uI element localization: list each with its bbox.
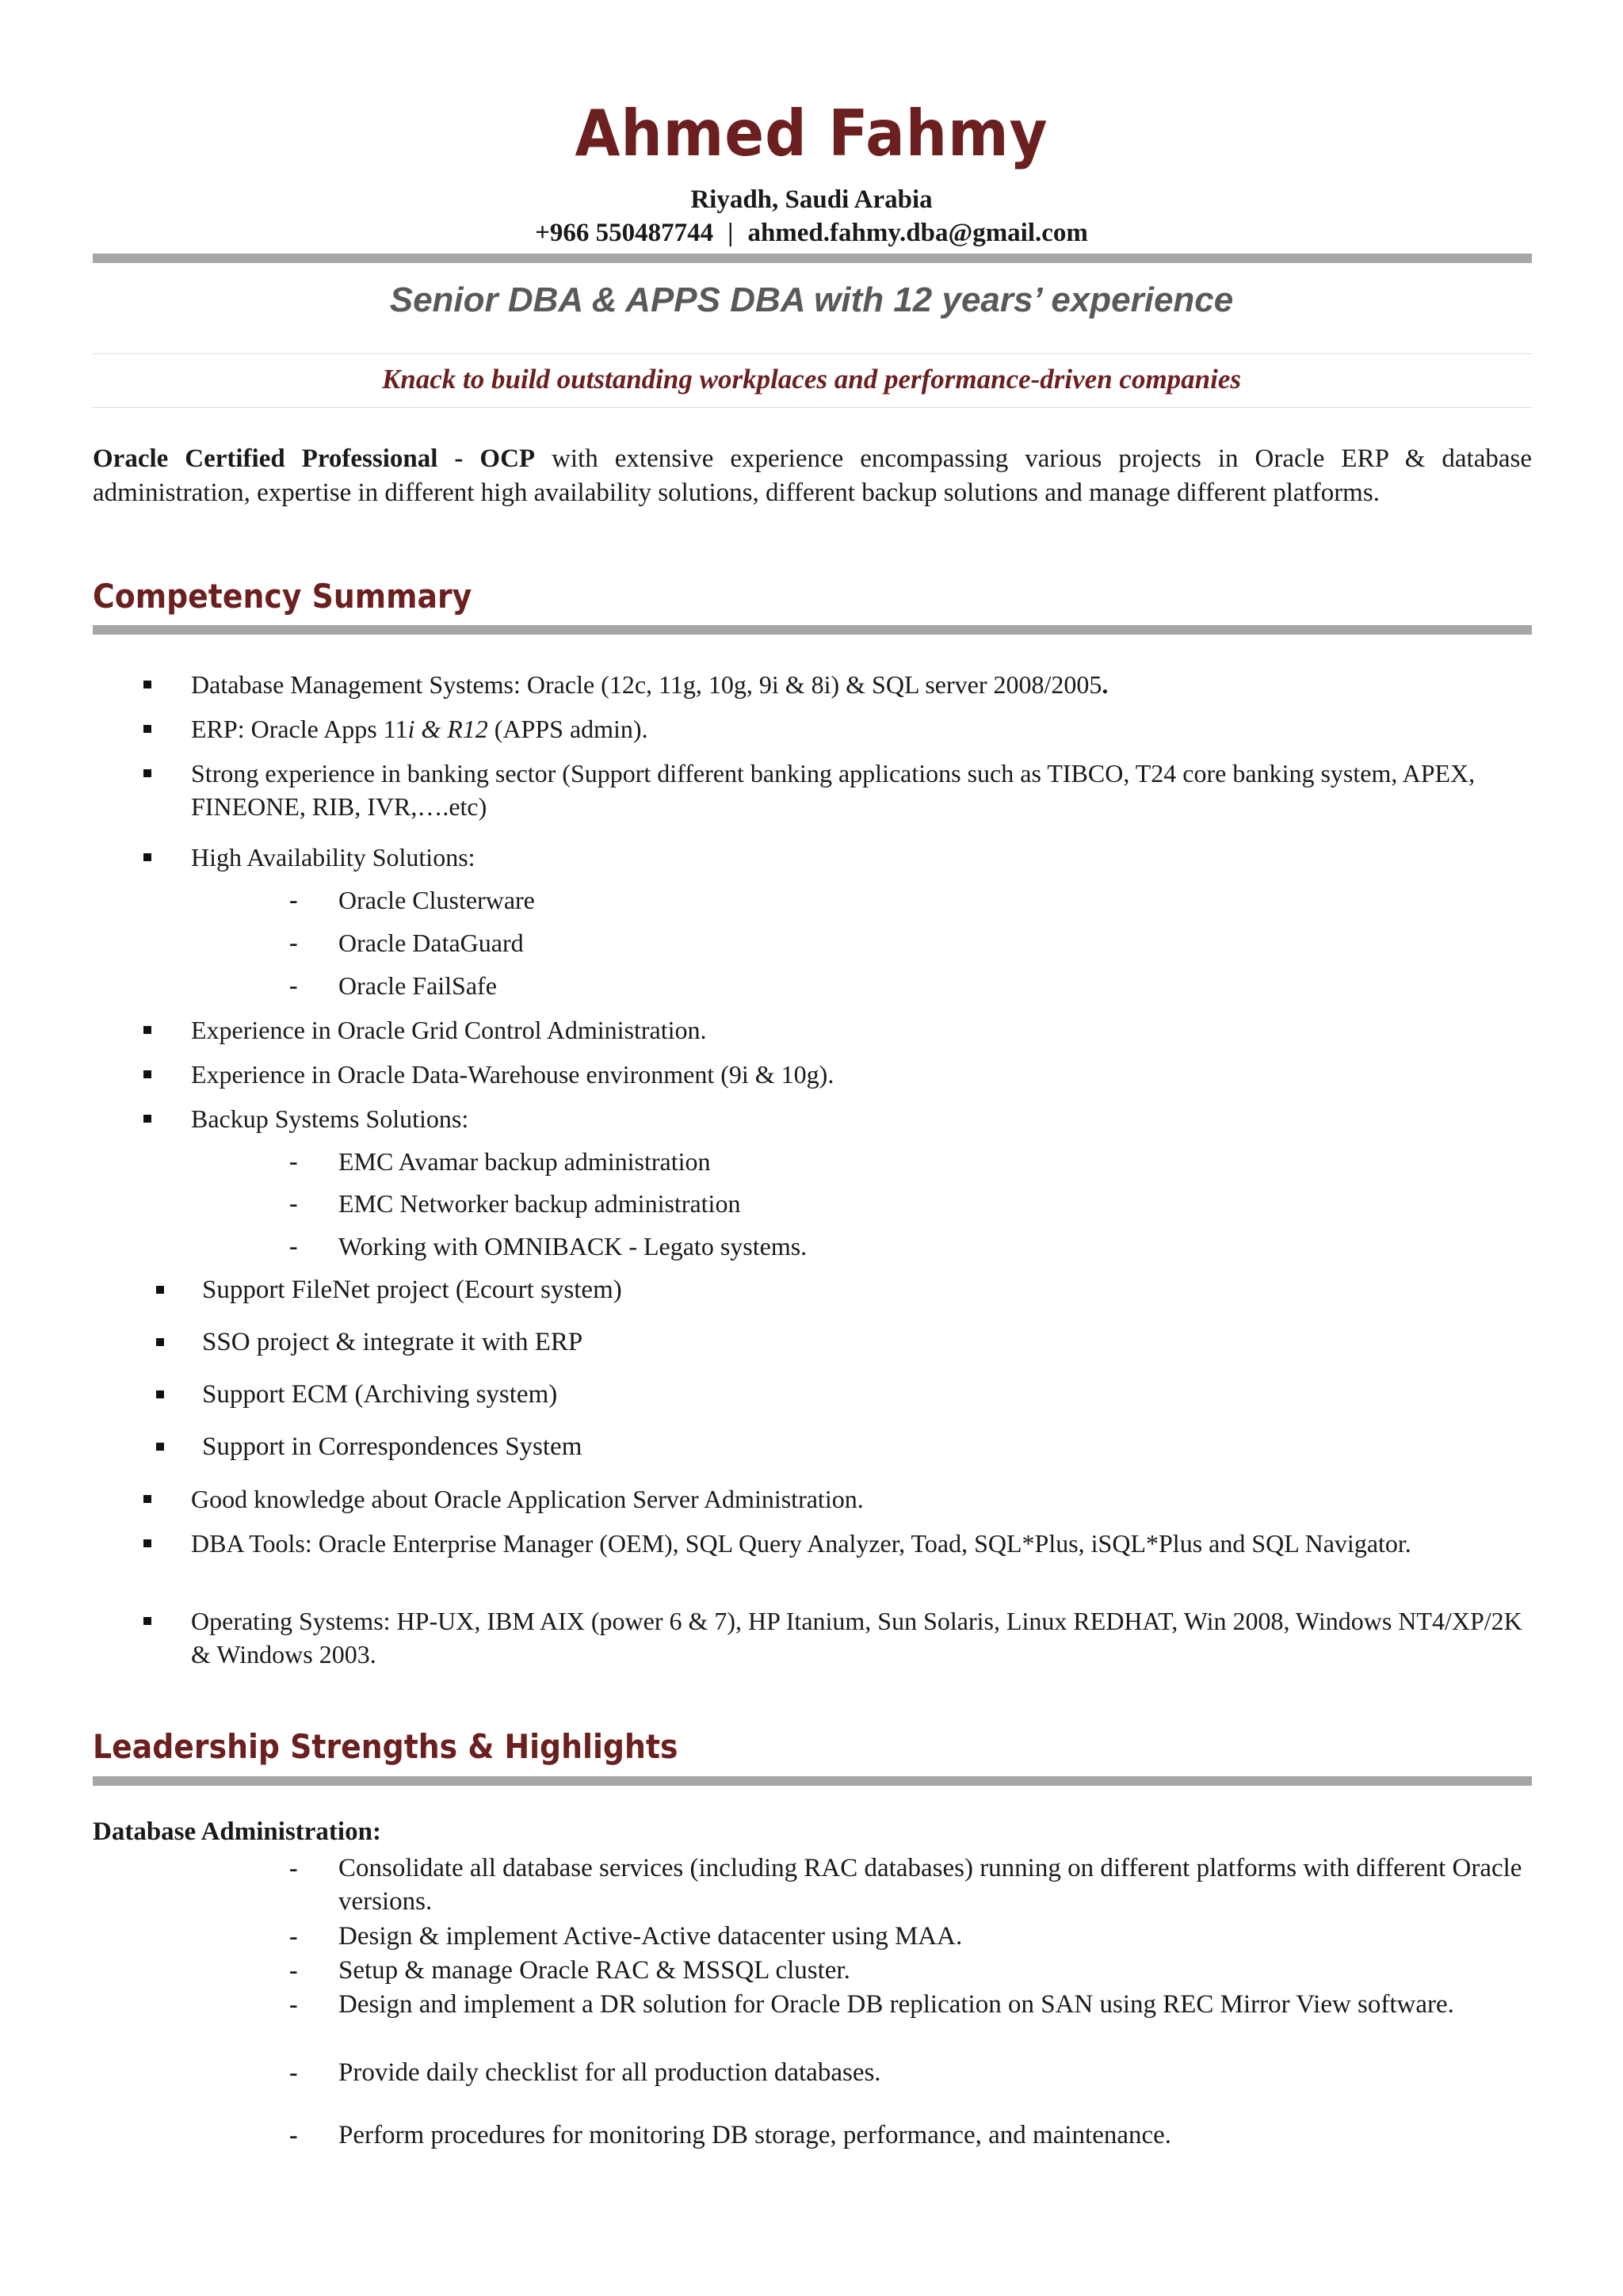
tagline-rule-bottom [93,407,1532,408]
dash-icon: - [289,928,298,956]
sub-list-item: Oracle Clusterware [338,886,535,914]
bullet-icon [143,1115,151,1123]
profile-summary [93,442,1532,510]
dash-icon: - [289,1231,298,1260]
summary-text: with extensive experience encompassing various projects in Oracle ERP & database administration, expertise in different high availability solutions, different backup solutions and manage different platforms. [93,444,1532,507]
list-item: SSO project & integrate it with ERP [202,1328,583,1356]
phone: +966 550487744 [535,219,714,247]
dash-icon: - [289,2058,298,2086]
highlight-item: Setup & manage Oracle RAC & MSSQL cluster. [338,1956,850,1985]
email-link[interactable]: ahmed.fahmy.dba@gmail.com [747,219,1088,247]
list-item: Backup Systems Solutions: [191,1104,469,1133]
dash-icon: - [289,1188,298,1217]
sub-list-item: Oracle DataGuard [338,929,524,957]
location: Riyadh, Saudi Arabia [690,185,933,214]
list-item: ERP: Oracle Apps 11i & R12 (APPS admin). [191,715,648,743]
list-item: Database Management Systems: Oracle (12c, 11g, 10g, 9i & 8i) & SQL server 2008/2005. [191,670,1109,699]
list-item: DBA Tools: Oracle Enterprise Manager (OEM), SQL Query Analyzer, Toad, SQL*Plus, iSQL*Plus and SQL Navigator. [191,1529,1411,1558]
tagline-rule-top [93,353,1532,354]
dash-icon: - [289,1853,298,1882]
highlight-item: Provide daily checklist for all production databases. [338,2058,881,2087]
sub-list-item: EMC Avamar backup administration [338,1147,711,1176]
dash-icon: - [289,1989,298,2018]
list-item: Strong experience in banking sector (Support different banking applications such as TIBCO, T24 core banking system, APEX, FINEONE, RIB, IVR,….etc) [191,759,1476,821]
bullet-icon [156,1390,164,1398]
dash-icon: - [289,885,298,913]
list-item: Operating Systems: HP-UX, IBM AIX (power 6 & 7), HP Itanium, Sun Solaris, Linux REDHAT, Win 2008, Windows NT4/XP/2K & Windows 2003. [191,1607,1522,1669]
bullet-icon [143,1539,151,1547]
candidate-name: Ahmed Fahmy [575,97,1048,170]
dash-icon: - [289,1921,298,1950]
list-item: Experience in Oracle Data-Warehouse environment (9i & 10g). [191,1060,834,1089]
bullet-icon [143,681,151,688]
contact-separator: | [727,219,734,247]
dash-icon: - [289,2120,298,2149]
sub-list-item: EMC Networker backup administration [338,1189,741,1218]
section-title-leadership: Leadership Strengths & Highlights [93,1727,678,1766]
bullet-icon [143,1617,151,1625]
list-item: High Availability Solutions: [191,843,475,871]
bullet-icon [143,1070,151,1078]
sub-list-item: Working with OMNIBACK - Legato systems. [338,1232,808,1261]
highlight-item: Consolidate all database services (including RAC databases) running on different platforms with different Oracle versions. [338,1854,1522,1916]
bullet-icon [143,769,151,777]
list-item: Good knowledge about Oracle Application Server Administration. [191,1485,864,1513]
summary-lead: Oracle Certified Professional - OCP [93,444,536,473]
bullet-icon [143,1026,151,1034]
list-item: Support FileNet project (Ecourt system) [202,1276,622,1304]
highlight-item: Perform procedures for monitoring DB storage, performance, and maintenance. [338,2121,1172,2149]
list-item: Experience in Oracle Grid Control Administration. [191,1016,707,1044]
dash-icon: - [289,971,298,999]
leadership-rule [93,1776,1532,1786]
dash-icon: - [289,1146,298,1175]
competency-rule [93,625,1532,635]
header-rule [93,254,1532,263]
highlight-item: Design & implement Active-Active datacenter using MAA. [338,1922,963,1951]
sub-list-item: Oracle FailSafe [338,971,497,1000]
bullet-icon [156,1443,164,1451]
contact-line [0,219,1623,248]
bullet-icon [143,853,151,861]
list-item: Support in Correspondences System [202,1432,582,1461]
highlight-item: Design and implement a DR solution for Oracle DB replication on SAN using REC Mirror View software. [338,1990,1454,2019]
bullet-icon [156,1286,164,1294]
bullet-icon [143,1495,151,1503]
list-item: Support ECM (Archiving system) [202,1380,558,1409]
section-title-competency: Competency Summary [93,577,472,616]
tagline: Knack to build outstanding workplaces and performance-driven companies [381,364,1242,395]
bullet-icon [143,725,151,733]
subheading-database-administration: Database Administration: [93,1817,381,1846]
dash-icon: - [289,1955,298,1984]
bullet-icon [156,1338,164,1346]
headline: Senior DBA & APPS DBA with 12 years’ experience [389,280,1234,319]
